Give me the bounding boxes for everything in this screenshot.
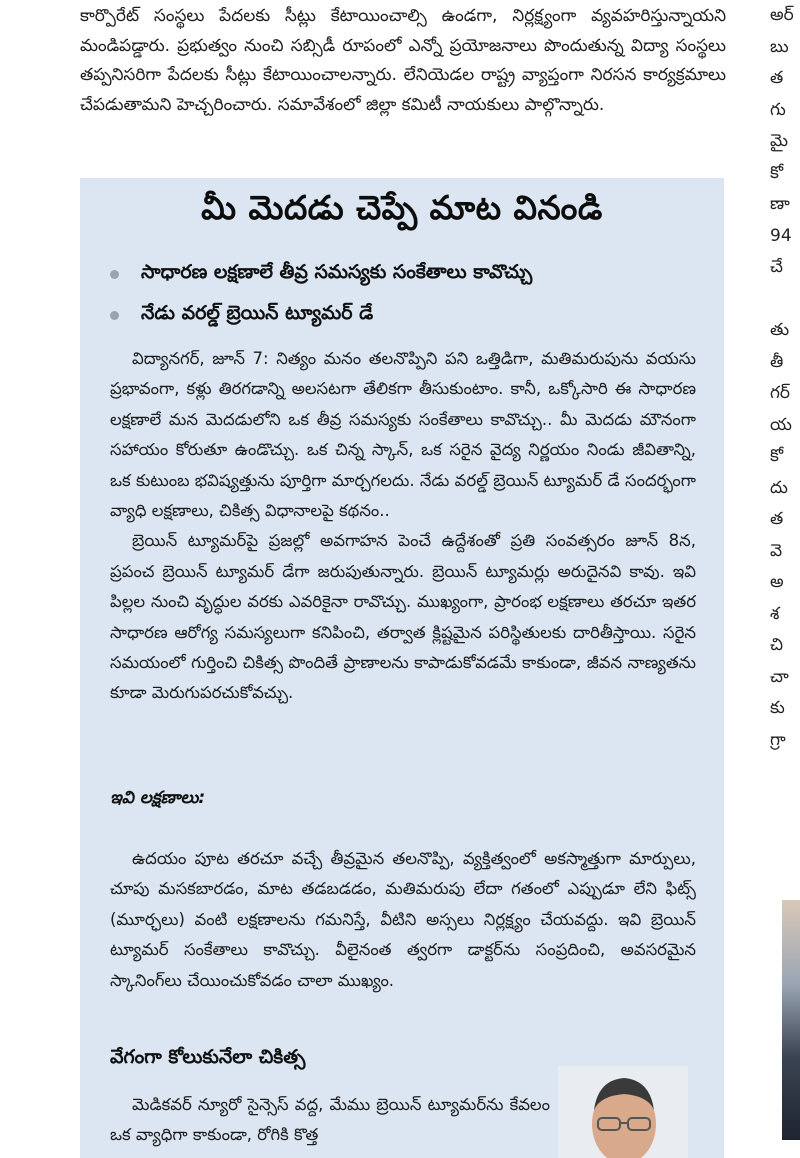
adjacent-column-fragment: శ (770, 603, 780, 624)
adjacent-column-fragment: త (770, 68, 784, 88)
adjacent-column-fragments (770, 0, 800, 756)
subhead-text: నేడు వరల్డ్ బ్రెయిన్ ట్యూమర్ డే (141, 302, 374, 324)
feature-box (80, 178, 724, 1158)
subhead-text: సాధారణ లక్షణాలే తీవ్ర సమస్యకు సంకేతాలు కావొచ్చు (141, 261, 533, 283)
adjacent-column-fragment: కు (770, 698, 785, 718)
adjacent-column-fragment: చా (770, 666, 789, 687)
adjacent-column-fragment: 94 (770, 225, 792, 246)
adjacent-column-fragment: దు (770, 477, 788, 498)
symptoms-paragraph: ఉదయం పూట తరచూ వచ్చే తీవ్రమైన తలనొప్పి, వ్యక్తిత్వంలో అకస్మాత్తుగా మార్పులు, చూపు మసకబారడం, మాట తడబడడం, మతిమరుపు లేదా గతంలో ఎప్పుడూ లేని ఫిట్స్ (మూర్ఛలు) వంటి లక్షణాలను గమనిస్తే, వీటిని అస్సలు నిర్లక్ష్యం చేయవద్దు. ఇవి బ్రెయిన్ ట్యూమర్ సంకేతాలు కావొచ్చు. వీలైనంత త్వరగా డాక్టర్‌ను సంప్రదించి, అవసరమైన స్కానింగ్‌లు చేయించుకోవడం చాలా ముఖ్యం. (110, 849, 696, 990)
adjacent-column-fragment: గర్ (770, 383, 790, 403)
adjacent-column-fragment: బు (770, 36, 789, 57)
bullet-icon (110, 270, 119, 279)
top-article-text: కార్పొరేట్ సంస్థలు పేదలకు సీట్లు కేటాయించాల్సి ఉండగా, నిర్లక్ష్యంగా వ్యవహరిస్తున్నాయని మండిపడ్డారు. ప్రభుత్వం నుంచి సబ్సిడీ రూపంలో ఎన్నో ప్రయోజనాలు పొందుతున్న విద్యా సంస్థలు తప్పనిసరిగా పేదలకు సీట్లు కేటాయించాలన్నారు. లేనియెడల రాష్ట్ర వ్యాప్తంగా నిరసన కార్యక్రమాలు చేపడుతామని హెచ్చరించారు. సమావేశంలో జిల్లా కమిటీ నాయకులు పాల్గొన్నారు. (80, 6, 726, 115)
adjacent-column (770, 0, 800, 1144)
intro-paragraph: విద్యానగర్, జూన్ 7: నిత్యం మనం తలనొప్పిని పని ఒత్తిడిగా, మతిమరుపును వయసు ప్రభావంగా, కళ్లు తిరగడాన్ని అలసటగా తేలికగా తీసుకుంటాం. కానీ, ఒక్కోసారి ఈ సాధారణ లక్షణాలే మన మెదడులోని ఒక తీవ్ర సమస్యకు సంకేతాలు కావొచ్చు.. మీ మెదడు మౌనంగా సహాయం కోరుతూ ఉండొచ్చు. ఒక చిన్న స్కాన్, ఒక సరైన వైద్య నిర్ణయం నిండు జీవితాన్ని, ఒక కుటుంబ భవిష్యత్తును పూర్తిగా మార్చగలదు. నేడు వరల్డ్ బ్రెయిన్ ట్యూమర్ డే సందర్భంగా వ్యాధి లక్షణాలు, చికిత్స విధానాలపై కథనం.. (110, 349, 696, 521)
treatment-body (110, 1090, 550, 1151)
adjacent-column-fragment: తు (770, 320, 790, 340)
bullet-icon (110, 311, 119, 320)
adjacent-column-fragment: గు (770, 99, 786, 120)
adjacent-column-fragment: అర్ (770, 5, 794, 25)
adjacent-column-fragment (770, 284, 800, 316)
adjacent-column-fragment: త (770, 509, 784, 529)
top-article (80, 2, 726, 120)
adjacent-column-fragment: చే (770, 257, 783, 277)
treatment-heading: వేగంగా కోలుకునేలా చికిత్స (110, 1046, 306, 1068)
subhead-2 (110, 295, 710, 336)
subhead-1 (110, 254, 710, 295)
treatment-paragraph: మెడికవర్ న్యూరో సైన్సెస్ వద్ద, మేము బ్రెయిన్ ట్యూమర్‌ను కేవలం ఒక వ్యాధిగా కాకుండా, రోగికి కొత్త (110, 1095, 550, 1145)
adjacent-column-fragment: తీ (770, 351, 784, 372)
subheads (110, 254, 710, 336)
symptoms-heading: ఇవి లక్షణాలు: (110, 788, 206, 808)
doctor-portrait-icon (558, 1066, 688, 1158)
doctor-photo (558, 1066, 688, 1158)
adjacent-column-fragment: వె (770, 540, 783, 561)
adjacent-column-fragment: అ (770, 572, 784, 592)
intro-body (110, 344, 696, 709)
awareness-paragraph: బ్రెయిన్ ట్యూమర్‌పై ప్రజల్లో అవగాహన పెంచే ఉద్దేశంతో ప్రతి సంవత్సరం జూన్ 8న, ప్రపంచ బ్రెయిన్ ట్యూమర్ డేగా జరుపుతున్నారు. బ్రెయిన్ ట్యూమర్లు అరుదైనవి కావు. ఇవి పిల్లల నుంచి వృద్ధుల వరకు ఎవరికైనా రావొచ్చు. ముఖ్యంగా, ప్రారంభ లక్షణాలు తరచూ ఇతర సాధారణ ఆరోగ్య సమస్యలుగా కనిపించి, తర్వాత క్లిష్టమైన పరిస్థితులకు దారితీస్తాయి. సరైన సమయంలో గుర్తించి చికిత్స పొందితే ప్రాణాలను కాపాడుకోవడమే కాకుండా, జీవన నాణ్యతను కూడా మెరుగుపరచుకోవచ్చు. (110, 531, 696, 703)
feature-headline: మీ మెదడు చెప్పే మాట వినండి (201, 188, 603, 227)
adjacent-column-fragment: కో (770, 162, 784, 183)
adjacent-column-fragment: కో (770, 446, 784, 466)
adjacent-photo (782, 900, 800, 1140)
symptoms-body (110, 844, 696, 996)
adjacent-column-fragment: ణా (770, 194, 790, 214)
adjacent-column-fragment: మై (770, 131, 788, 151)
adjacent-column-fragment: గ్రా (770, 729, 786, 750)
adjacent-column-fragment: చి (770, 635, 784, 655)
adjacent-column-fragment: య (770, 414, 792, 435)
